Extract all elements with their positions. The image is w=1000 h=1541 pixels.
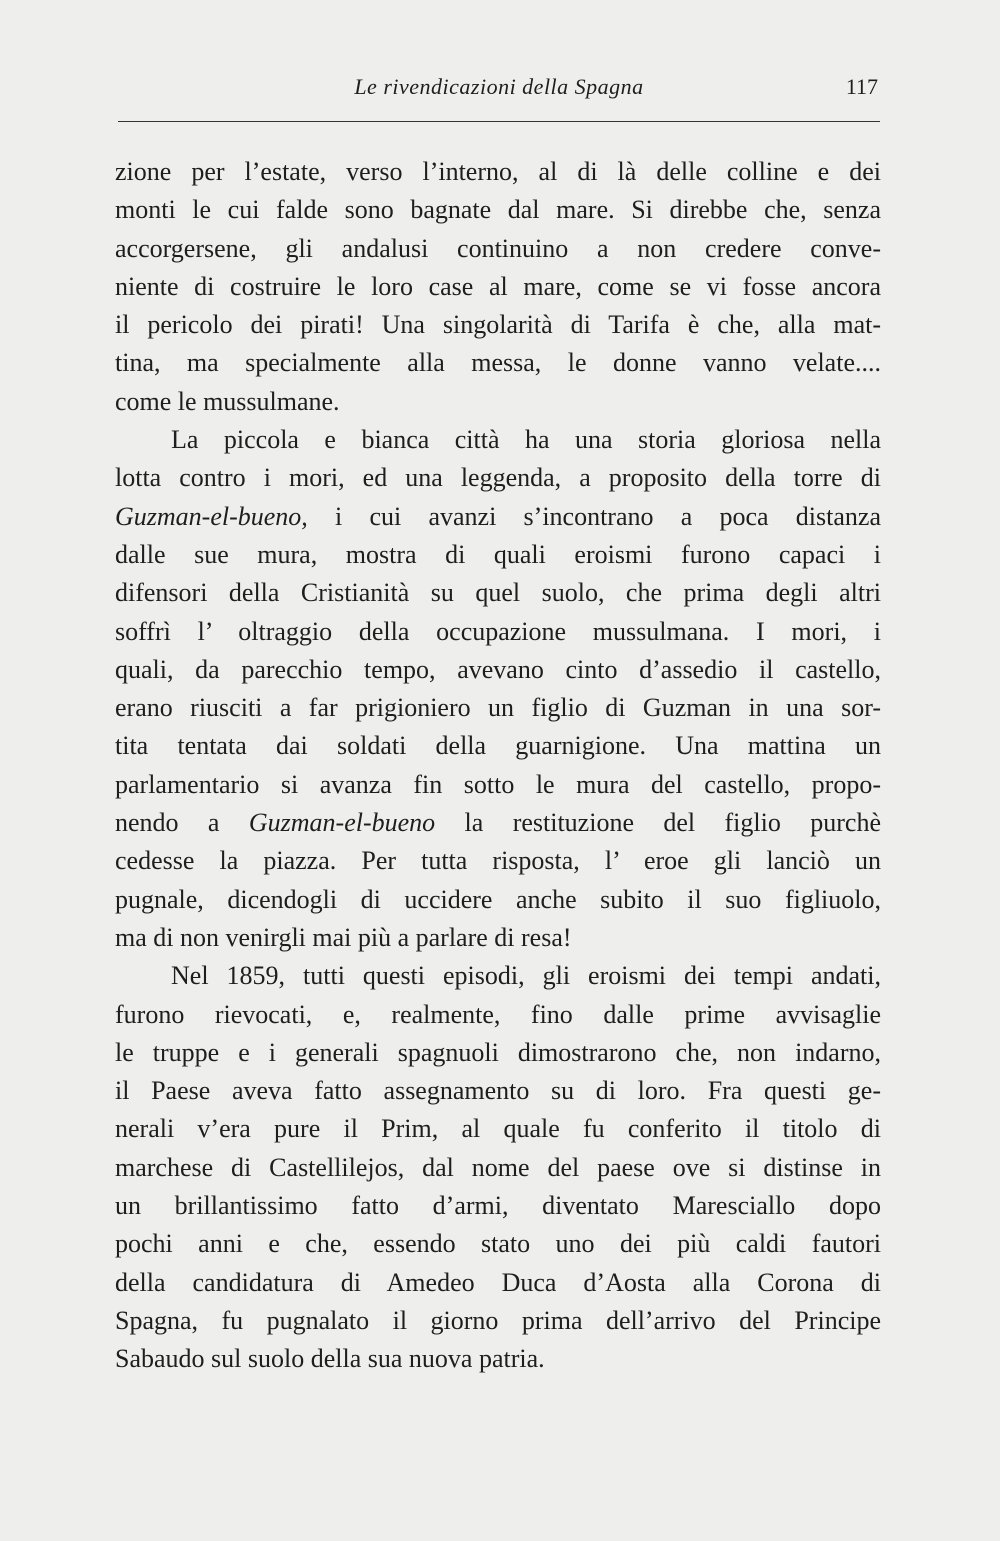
text-line: le truppe e i generali spagnuoli dimostrarono che, non indarno, xyxy=(115,1037,881,1067)
text-line: il pericolo dei pirati! Una singolarità di Tarifa è che, alla mat- xyxy=(115,310,881,340)
text-line: zione per l’estate, verso l’interno, al di là delle colline e dei xyxy=(115,157,881,186)
text-line: furono rievocati, e, realmente, fino dalle prime avvisaglie xyxy=(115,999,881,1029)
text-line: La piccola e bianca città ha una storia gloriosa nella xyxy=(171,425,881,455)
running-title: Le rivendicazioni della Spagna xyxy=(354,74,644,99)
text-line: Nel 1859, tutti questi episodi, gli eroismi dei tempi andati, xyxy=(171,961,881,991)
text-line: nerali v’era pure il Prim, al quale fu conferito il titolo di xyxy=(115,1114,881,1144)
text-line: ma di non venirgli mai più a parlare di resa! xyxy=(115,922,572,952)
text-line: cedesse la piazza. Per tutta risposta, l’ eroe gli lanciò un xyxy=(115,846,881,876)
text-line: il Paese aveva fatto assegnamento su di loro. Fra questi ge- xyxy=(115,1076,881,1106)
text-line: pugnale, dicendogli di uccidere anche subito il suo figliuolo, xyxy=(115,884,881,914)
header-rule xyxy=(118,121,880,122)
text-line: soffrì l’ oltraggio della occupazione mussulmana. I mori, i xyxy=(115,616,881,646)
text-line: pochi anni e che, essendo stato uno dei più caldi fautori xyxy=(115,1229,881,1259)
text-line: parlamentario si avanza fin sotto le mura del castello, propo- xyxy=(115,769,881,799)
text-line: tina, ma specialmente alla messa, le donne vanno velate.... xyxy=(115,348,881,378)
text-line: difensori della Cristianità su quel suolo, che prima degli altri xyxy=(115,578,881,608)
text-line: erano riusciti a far prigioniero un figlio di Guzman in una sor- xyxy=(115,693,881,723)
text-line: nendo a Guzman-el-bueno la restituzione del figlio purchè xyxy=(115,808,881,838)
text-line: monti le cui falde sono bagnate dal mare. Si direbbe che, senza xyxy=(115,195,881,225)
text-line: Guzman-el-bueno, i cui avanzi s’incontrano a poca distanza xyxy=(115,501,881,531)
body-text xyxy=(115,153,881,1379)
page-header xyxy=(118,72,880,106)
text-line: come le mussulmane. xyxy=(115,386,340,416)
text-line: Spagna, fu pugnalato il giorno prima dell’arrivo del Principe xyxy=(115,1305,881,1335)
page-number: 117 xyxy=(845,74,878,99)
text-line: lotta contro i mori, ed una leggenda, a proposito della torre di xyxy=(115,463,881,493)
text-line: tita tentata dai soldati della guarnigione. Una mattina un xyxy=(115,731,881,761)
text-line: marchese di Castellilejos, dal nome del paese ove si distinse in xyxy=(115,1152,881,1182)
text-line: niente di costruire le loro case al mare, come se vi fosse ancora xyxy=(115,271,881,301)
text-line: quali, da parecchio tempo, avevano cinto d’assedio il castello, xyxy=(115,654,881,684)
text-line: accorgersene, gli andalusi continuino a non credere conve- xyxy=(115,233,881,263)
text-line: dalle sue mura, mostra di quali eroismi furono capaci i xyxy=(115,539,881,569)
text-line: un brillantissimo fatto d’armi, diventato Maresciallo dopo xyxy=(115,1191,881,1221)
text-line: della candidatura di Amedeo Duca d’Aosta alla Corona di xyxy=(115,1267,881,1297)
text-line: Sabaudo sul suolo della sua nuova patria. xyxy=(115,1344,545,1374)
